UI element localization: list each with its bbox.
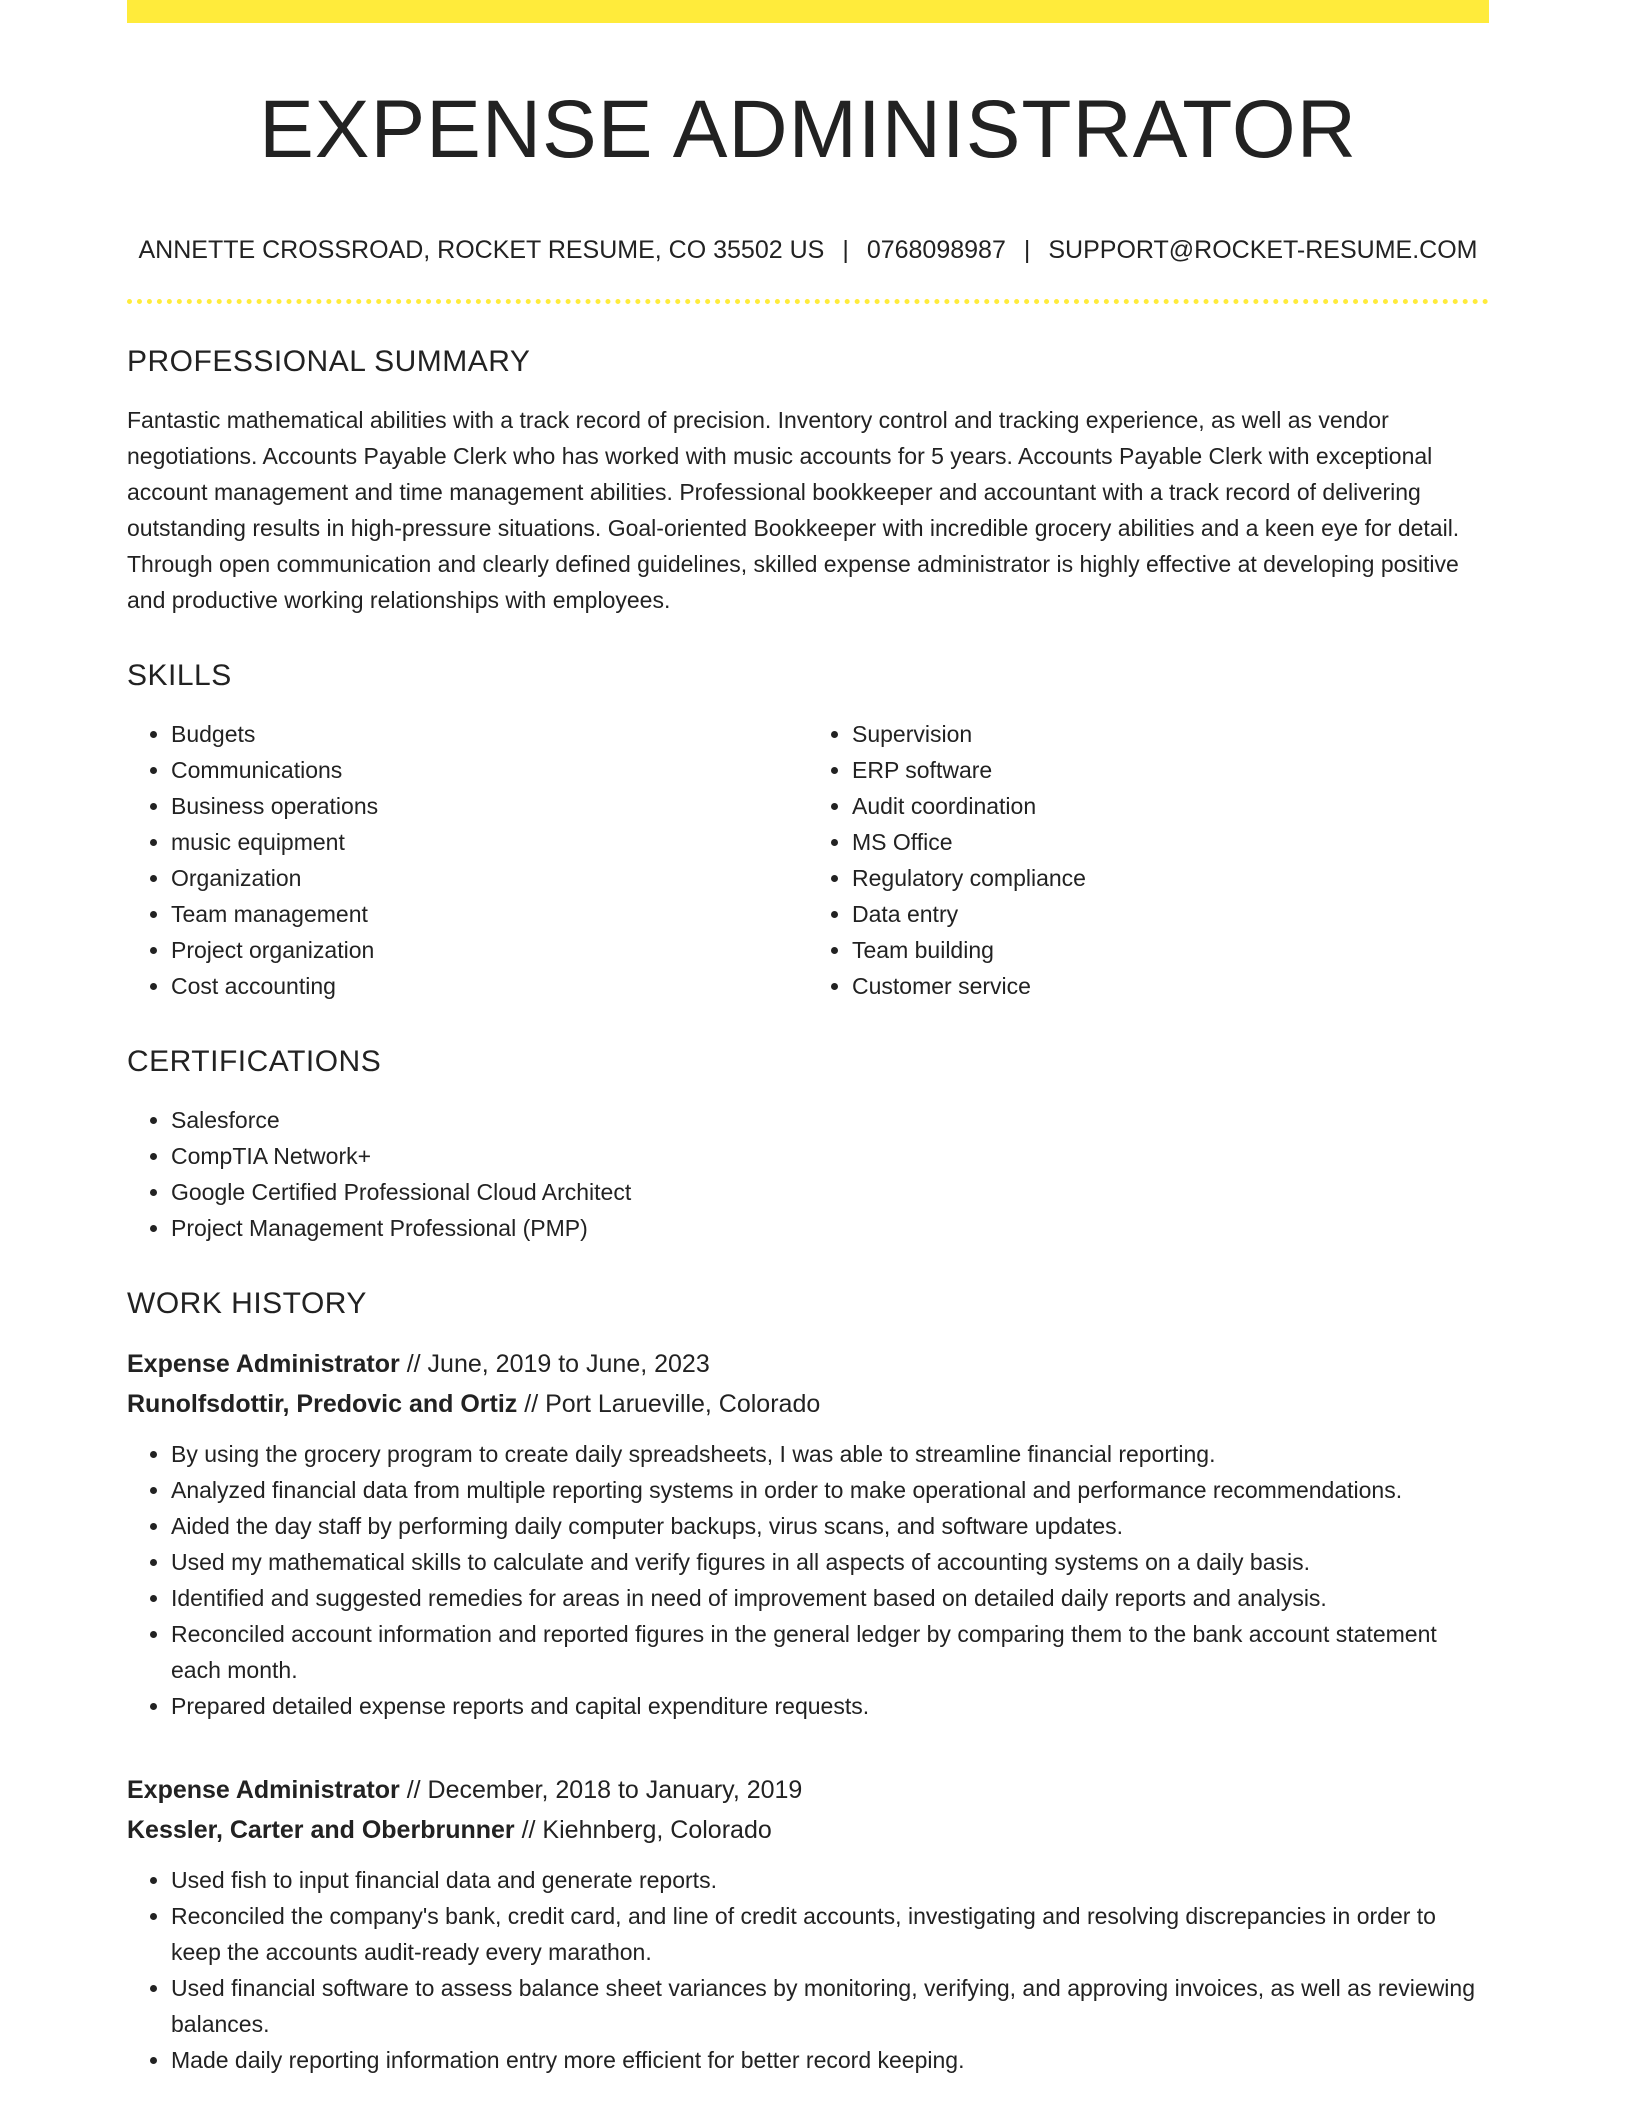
skill-item: • Project organization [171, 932, 808, 968]
job-bullet: • Analyzed financial data from multiple reporting systems in order to make operational and performance recommendations. [171, 1472, 1489, 1508]
contact-address: ANNETTE CROSSROAD, ROCKET RESUME, CO 35502 US [138, 236, 825, 265]
job-bullet: • By using the grocery program to create daily spreadsheets, I was able to streamline financial reporting. [171, 1436, 1489, 1472]
skills-list-right [808, 716, 1489, 1004]
job-dates: // December, 2018 to January, 2019 [406, 1776, 803, 1805]
certification-item: • CompTIA Network+ [171, 1138, 1489, 1174]
skills-heading: SKILLS [127, 659, 232, 693]
skill-item: • Budgets [171, 716, 808, 752]
skill-item: • Team management [171, 896, 808, 932]
dotted-divider [127, 299, 1489, 304]
work-history-heading: WORK HISTORY [127, 1287, 367, 1321]
job-bullet: • Made daily reporting information entry more efficient for better record keeping. [171, 2042, 1489, 2078]
job-bullets [127, 1862, 1489, 2078]
job-bullet: • Prepared detailed expense reports and capital expenditure requests. [171, 1688, 1489, 1724]
skill-item: • ERP software [852, 752, 1489, 788]
certification-item: • Project Management Professional (PMP) [171, 1210, 1489, 1246]
skill-item: • music equipment [171, 824, 808, 860]
summary-text: Fantastic mathematical abilities with a track record of precision. Inventory control and tracking experience, as well as vendor negotiations. Accounts Payable Clerk who has worked with music accounts for 5 years. Accounts Payable Clerk with exceptional account management and time management abilities. Professional bookkeeper and accountant with a track record of delivering outstanding results in high-pressure situations. Goal-oriented Bookkeeper with incredible grocery abilities and a keen eye for detail. Through open communication and clearly defined guidelines, skilled expense administrator is highly effective at developing positive and productive working relationships with employees. [127, 407, 1460, 614]
skill-item: • Data entry [852, 896, 1489, 932]
contact-phone: 0768098987 [866, 236, 1006, 265]
job-title-line [127, 1344, 1489, 1384]
job-company: Runolfsdottir, Predovic and Ortiz [127, 1390, 518, 1419]
job-dates: // June, 2019 to June, 2023 [406, 1350, 710, 1379]
job-bullet: • Reconciled the company's bank, credit card, and line of credit accounts, investigating and resolving discrepancies in order to keep the accounts audit-ready every marathon. [171, 1898, 1489, 1970]
job-location: // Kiehnberg, Colorado [521, 1816, 772, 1845]
job-location: // Port Larueville, Colorado [524, 1390, 821, 1419]
skill-item: • MS Office [852, 824, 1489, 860]
contact-email: SUPPORT@ROCKET-RESUME.COM [1048, 236, 1478, 265]
job-company-line [127, 1810, 1489, 1850]
certification-item: • Google Certified Professional Cloud Architect [171, 1174, 1489, 1210]
skill-item: • Supervision [852, 716, 1489, 752]
skills-list-left [127, 716, 808, 1004]
job-bullet: • Used my mathematical skills to calculate and verify figures in all aspects of accounting systems on a daily basis. [171, 1544, 1489, 1580]
skills-grid [127, 716, 1489, 1004]
job-title-line [127, 1770, 1489, 1810]
certifications-heading: CERTIFICATIONS [127, 1045, 382, 1079]
skill-item: • Audit coordination [852, 788, 1489, 824]
certifications-list [127, 1102, 1489, 1246]
skill-item: • Organization [171, 860, 808, 896]
resume-title: EXPENSE ADMINISTRATOR [259, 84, 1357, 175]
summary-heading: PROFESSIONAL SUMMARY [127, 345, 531, 379]
job-bullets [127, 1436, 1489, 1724]
job-bullet: • Reconciled account information and reported figures in the general ledger by comparing them to the bank account statement each month. [171, 1616, 1489, 1688]
job-bullet: • Used financial software to assess balance sheet variances by monitoring, verifying, and approving invoices, as well as reviewing balances. [171, 1970, 1489, 2042]
skill-item: • Cost accounting [171, 968, 808, 1004]
contact-separator: | [842, 236, 849, 265]
job-bullet: • Aided the day staff by performing daily computer backups, virus scans, and software updates. [171, 1508, 1489, 1544]
job-company-line [127, 1384, 1489, 1424]
contact-separator: | [1023, 236, 1031, 265]
job-bullet: • Identified and suggested remedies for areas in need of improvement based on detailed daily reports and analysis. [171, 1580, 1489, 1616]
accent-top-bar [127, 0, 1489, 23]
job-company: Kessler, Carter and Oberbrunner [127, 1816, 515, 1845]
resume-content [127, 23, 1489, 2078]
job-title: Expense Administrator [127, 1350, 400, 1379]
job-title: Expense Administrator [127, 1776, 400, 1805]
skill-item: • Communications [171, 752, 808, 788]
job-entry [127, 1344, 1489, 1724]
certification-item: • Salesforce [171, 1102, 1489, 1138]
skill-item: • Regulatory compliance [852, 860, 1489, 896]
job-entry [127, 1770, 1489, 2078]
skill-item: • Business operations [171, 788, 808, 824]
skill-item: • Team building [852, 932, 1489, 968]
job-bullet: • Used fish to input financial data and generate reports. [171, 1862, 1489, 1898]
contact-line [127, 235, 1489, 265]
skill-item: • Customer service [852, 968, 1489, 1004]
